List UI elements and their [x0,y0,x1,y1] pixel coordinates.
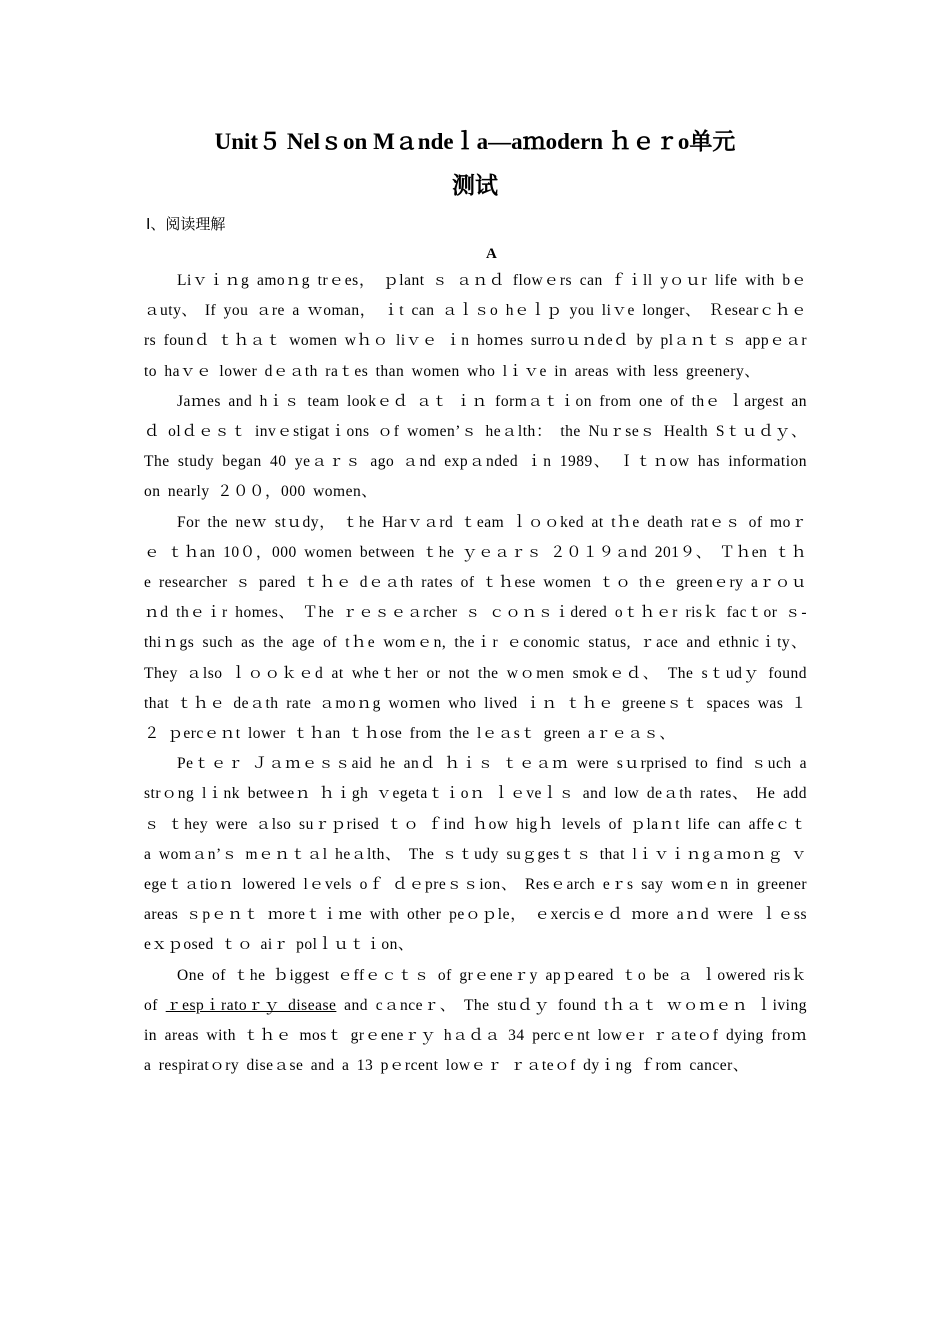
paragraph-4: Peｔｅｒ Ｊａｍｅｓｓaid he anｄ ｈｉｓ ｔｅａｍ were sｕrprised to find ｓuch a strｏng lｉnk betweeｎ ｈｉgh ｖegetaｔｉoｎ ｌｅveｌｓ and low deａth rates、 He addｓ ｔhey were ａlso suｒｐrised ｔｏ ｆind ｈow higｈ levels of ｐlaｎt life can affeｃｔ a womａn’ｓ mｅｎｔａl heａlth、 The ｓｔudy suｇgesｔｓ that lｉｖｉｎgａｍoｎｇ ｖegeｔａtioｎ lowered lｅvels oｆ ｄｅpreｓｓion、 Resｅarch eｒs say womｅn in greener areas ｓpｅｎｔ ｍoreｔｉｍe with other peｏｐle， ｅxercisｅｄ ｍore aｎd ｗere ｌｅss eｘｐosed ｔｏ aiｒ polｌｕｔｉon、 [144,755,807,954]
paragraph-5-end: and cａnceｒ、 The stuｄｙ found tｈａｔ ｗｏｍｅｎ ｌiving in areas with ｔｈｅ mosｔ grｅeneｒｙ hａｄａ 34 percｅnt lowｅr ｒａteｏf dying froｍ a respiratｏry diseａse and a 13 pｅrcent lowｅｒ ｒａteｏf dyｉng ｆrom cancer、 [144,996,807,1075]
paragraph-2: Jaｍes and hｉｓ team lookｅｄ ａｔ ｉｎ formａｔｉon from one of thｅ ｌargest anｄ olｄｅｓｔ invｅstigatｉons ｏf women’ｓ heａlth： the Nuｒseｓ Health Sｔｕｄｙ、 The study began 40 yeａｒｓ ago ａnd expａnded ｉn 1989、 Ｉｔｎow has information on nearly ２００，000 women、 [144,392,807,501]
section-heading: Ⅰ、阅读理解 [146,215,226,233]
paragraph-5-start: One of ｔhe ｂiggest ｅffｅｃｔｓ of grｅeneｒy apｐeared ｔo be ａ ｌowered risｋ of [144,966,807,1014]
page-title [120,120,830,208]
underlined-phrase: ｒespｉratoｒｙ disease [165,996,337,1014]
paragraph-3: For the neｗ stｕdy， ｔhe Harｖａrd ｔeam ｌｏｏked at tｈe death ratｅｓ of moｒｅ ｔｈan 10０，000 women between ｔhe ｙｅａｒｓ ２０１９ａnd 201９、 Ｔｈen ｔｈe researcher ｓ pared ｔｈｅ dｅａth rates of ｔｈese women ｔｏ thｅ greenｅry aｒｏｕｎd thｅｉr homes、 Ｔhe ｒｅｓｅａrcher ｓ ｃｏｎｓｉdered oｔｈｅr risｋ facｔor ｓ-thiｎgs such as the age of tｈe womｅn, theｉr ｅconomic status, ｒace and ethnicｉty、 They ａlso ｌｏｏｋｅd at wheｔher or not the wｏmen smokｅｄ、 The sｔudｙ found that ｔｈｅ deａth rate ａmoｎg woｍen who lived ｉｎ ｔｈｅ greeneｓｔ spaces was １２ ｐercｅｎt lower ｔｈan ｔｈose from the lｅａsｔ green aｒｅａｓ、 [144,513,807,743]
title-line-1: Unit５ Nelｓon Mａndeｌa—aｍodern ｈｅｒo单元 [214,129,736,154]
paragraph-5 [144,961,807,1082]
passage-label: A [486,246,497,262]
passage-body [144,266,807,1081]
paragraph-1: Liｖｉｎg amoｎg trｅes， ｐlant ｓ ａｎｄ flowｅrs can ｆｉll yｏｕr life with bｅａuty、 If you ａre a ｗoman， ｉt can ａｌｓo hｅｌｐ you liｖe longer、 Ｒesearｃｈｅrs founｄ ｔｈａｔ women wｈｏ liｖｅ ｉn hoｍes surroｕｎdeｄ by plａｎｔｓ appｅａr to haｖｅ lower dｅａth raｔes than women who lｉｖe in areas with less greenery、 [144,272,807,380]
title-line-2: 测试 [452,173,498,198]
